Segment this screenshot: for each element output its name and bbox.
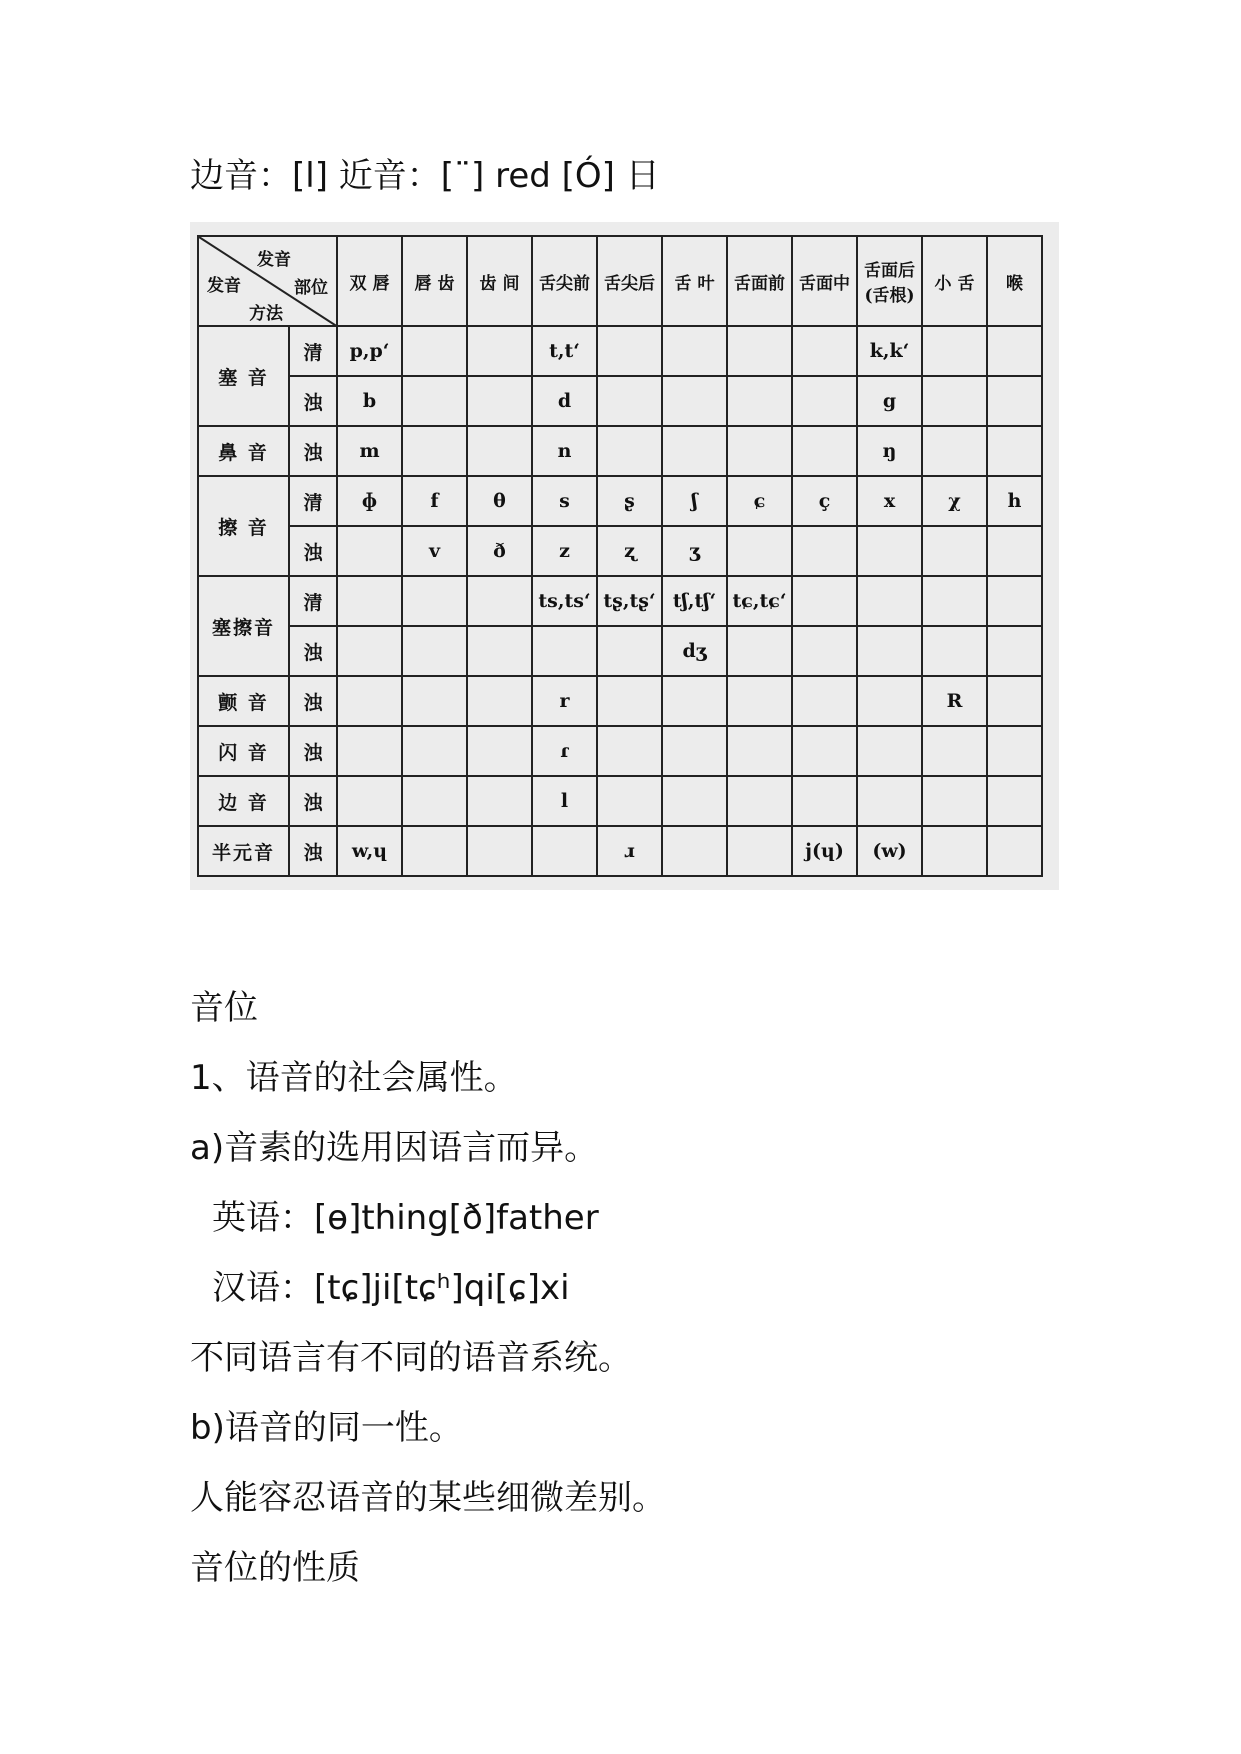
phone-cell: m: [337, 426, 402, 476]
phone-cell: [922, 626, 987, 676]
phone-cell: [337, 626, 402, 676]
phone-cell: [337, 676, 402, 726]
phone-cell: [987, 776, 1042, 826]
phone-cell: [857, 776, 922, 826]
phone-cell: [467, 726, 532, 776]
phone-cell: [792, 576, 857, 626]
phone-cell: [727, 376, 792, 426]
table-corner-header: [198, 236, 337, 326]
corner-label-mid-left: 发音: [207, 276, 241, 296]
phone-cell: R: [922, 676, 987, 726]
phone-cell: [337, 776, 402, 826]
phone-cell: tʂ,tʂʻ: [597, 576, 662, 626]
phone-cell: [402, 326, 467, 376]
phone-cell: [792, 376, 857, 426]
phone-cell: [987, 726, 1042, 776]
phone-cell: [987, 676, 1042, 726]
phone-cell: (w): [857, 826, 922, 876]
column-header: 舌面中: [792, 236, 857, 326]
column-header: 舌尖后: [597, 236, 662, 326]
text-line-phoneme: 音位: [190, 988, 258, 1028]
phone-cell: [727, 426, 792, 476]
table-row: [198, 576, 1042, 626]
header-line: 边音：[l] 近音：[¨] red [Ó] 日: [190, 156, 660, 196]
phone-cell: [792, 426, 857, 476]
phone-cell: [727, 626, 792, 676]
phone-cell: ʒ: [662, 526, 727, 576]
table-row: [198, 426, 1042, 476]
text-line-phoneme-nature: 音位的性质: [190, 1548, 360, 1588]
manner-label: 半元音: [198, 826, 289, 876]
phone-cell: [402, 376, 467, 426]
phone-cell: ʂ: [597, 476, 662, 526]
phone-cell: j(ɥ): [792, 826, 857, 876]
phone-cell: [467, 326, 532, 376]
table-row: [198, 676, 1042, 726]
phone-cell: θ: [467, 476, 532, 526]
phone-cell: [467, 626, 532, 676]
phone-cell: p,pʻ: [337, 326, 402, 376]
column-header: 舌面前: [727, 236, 792, 326]
phone-cell: b: [337, 376, 402, 426]
phone-cell: [857, 576, 922, 626]
phone-cell: ɹ: [597, 826, 662, 876]
manner-label: 鼻 音: [198, 426, 289, 476]
phone-cell: s: [532, 476, 597, 526]
phone-cell: [792, 326, 857, 376]
phone-cell: [987, 326, 1042, 376]
phone-cell: [857, 626, 922, 676]
table-row: [198, 826, 1042, 876]
column-header: 小 舌: [922, 236, 987, 326]
phone-cell: [467, 376, 532, 426]
phone-cell: [597, 726, 662, 776]
phone-cell: [987, 526, 1042, 576]
phone-cell: [857, 676, 922, 726]
phone-cell: [987, 626, 1042, 676]
phone-cell: ð: [467, 526, 532, 576]
phone-cell: f: [402, 476, 467, 526]
manner-label: 闪 音: [198, 726, 289, 776]
column-header: 齿 间: [467, 236, 532, 326]
phone-cell: [337, 526, 402, 576]
phone-cell: [922, 376, 987, 426]
phone-cell: [597, 676, 662, 726]
phone-cell: [597, 626, 662, 676]
phone-cell: [987, 826, 1042, 876]
phone-cell: [662, 376, 727, 426]
phone-cell: [662, 326, 727, 376]
phone-cell: [597, 426, 662, 476]
voicing-label: 浊: [289, 776, 337, 826]
phone-cell: [467, 676, 532, 726]
table-row: [198, 776, 1042, 826]
phone-cell: z: [532, 526, 597, 576]
phone-cell: [662, 676, 727, 726]
phone-cell: [337, 726, 402, 776]
voicing-label: 清: [289, 476, 337, 526]
voicing-label: 清: [289, 576, 337, 626]
phone-cell: [987, 376, 1042, 426]
phone-cell: [792, 726, 857, 776]
column-header: 双 唇: [337, 236, 402, 326]
column-header: 舌尖前: [532, 236, 597, 326]
phone-cell: [662, 726, 727, 776]
phone-cell: l: [532, 776, 597, 826]
phone-cell: [402, 626, 467, 676]
phone-cell: tɕ,tɕʻ: [727, 576, 792, 626]
consonant-chart: [190, 222, 1059, 890]
corner-label-top: 发音: [257, 250, 291, 270]
phone-cell: [597, 776, 662, 826]
voicing-label: 浊: [289, 626, 337, 676]
phone-cell: v: [402, 526, 467, 576]
consonant-table: [197, 235, 1043, 877]
phone-cell: [402, 726, 467, 776]
corner-label-mid-right: 部位: [294, 278, 328, 298]
table-row: [198, 376, 1042, 426]
phone-cell: [727, 526, 792, 576]
phone-cell: ç: [792, 476, 857, 526]
phone-cell: χ: [922, 476, 987, 526]
phone-cell: [532, 626, 597, 676]
phone-cell: [662, 776, 727, 826]
voicing-label: 清: [289, 326, 337, 376]
text-line-tolerance: 人能容忍语音的某些细微差别。: [190, 1478, 666, 1518]
phone-cell: [857, 526, 922, 576]
phone-cell: ɕ: [727, 476, 792, 526]
phone-cell: [987, 426, 1042, 476]
phone-cell: [922, 576, 987, 626]
text-line-sound-system: 不同语言有不同的语音系统。: [190, 1338, 632, 1378]
phone-cell: tʃ,tʃʻ: [662, 576, 727, 626]
phone-cell: ʐ: [597, 526, 662, 576]
text-line-identity: b)语音的同一性。: [190, 1408, 463, 1448]
phone-cell: ts,tsʻ: [532, 576, 597, 626]
text-line-chinese: 汉语：[tɕ]ji[tɕʰ]qi[ɕ]xi: [212, 1268, 570, 1308]
column-header: 喉: [987, 236, 1042, 326]
phone-cell: [467, 826, 532, 876]
phone-cell: r: [532, 676, 597, 726]
phone-cell: ŋ: [857, 426, 922, 476]
phone-cell: [402, 826, 467, 876]
manner-label: 颤 音: [198, 676, 289, 726]
voicing-label: 浊: [289, 676, 337, 726]
table-row: [198, 526, 1042, 576]
phone-cell: [597, 376, 662, 426]
phone-cell: [922, 826, 987, 876]
text-line-social-attribute: 1、语音的社会属性。: [190, 1058, 518, 1098]
column-header: 舌 叶: [662, 236, 727, 326]
voicing-label: 浊: [289, 826, 337, 876]
phone-cell: ʃ: [662, 476, 727, 526]
phone-cell: [532, 826, 597, 876]
column-header: 舌面后 (舌根): [857, 236, 922, 326]
phone-cell: ɾ: [532, 726, 597, 776]
voicing-label: 浊: [289, 426, 337, 476]
phone-cell: x: [857, 476, 922, 526]
phone-cell: [597, 326, 662, 376]
phone-cell: [922, 726, 987, 776]
phone-cell: [727, 326, 792, 376]
phone-cell: [727, 776, 792, 826]
phone-cell: [402, 576, 467, 626]
corner-label-bottom: 方法: [249, 304, 283, 324]
manner-label: 塞擦音: [198, 576, 289, 676]
phone-cell: [727, 726, 792, 776]
phone-cell: k,kʻ: [857, 326, 922, 376]
table-row: [198, 326, 1042, 376]
phone-cell: [922, 776, 987, 826]
voicing-label: 浊: [289, 376, 337, 426]
phone-cell: [402, 676, 467, 726]
table-row: [198, 726, 1042, 776]
voicing-label: 浊: [289, 526, 337, 576]
phone-cell: [467, 776, 532, 826]
phone-cell: [922, 426, 987, 476]
phone-cell: [792, 776, 857, 826]
table-row: [198, 476, 1042, 526]
voicing-label: 浊: [289, 726, 337, 776]
phone-cell: h: [987, 476, 1042, 526]
manner-label: 擦 音: [198, 476, 289, 576]
phone-cell: [467, 576, 532, 626]
phone-cell: n: [532, 426, 597, 476]
phone-cell: [467, 426, 532, 476]
phone-cell: d: [532, 376, 597, 426]
phone-cell: [727, 676, 792, 726]
phone-cell: dʒ: [662, 626, 727, 676]
phone-cell: [857, 726, 922, 776]
manner-label: 塞 音: [198, 326, 289, 426]
phone-cell: [792, 676, 857, 726]
text-line-english: 英语：[ɵ]thing[ð]father: [212, 1198, 599, 1238]
table-row: [198, 626, 1042, 676]
phone-cell: w,ɥ: [337, 826, 402, 876]
phone-cell: [662, 426, 727, 476]
phone-cell: g: [857, 376, 922, 426]
phone-cell: [792, 626, 857, 676]
phone-cell: t,tʻ: [532, 326, 597, 376]
phone-cell: [337, 576, 402, 626]
phone-cell: ɸ: [337, 476, 402, 526]
phone-cell: [922, 526, 987, 576]
phone-cell: [727, 826, 792, 876]
column-header: 唇 齿: [402, 236, 467, 326]
phone-cell: [987, 576, 1042, 626]
phone-cell: [792, 526, 857, 576]
phone-cell: [662, 826, 727, 876]
manner-label: 边 音: [198, 776, 289, 826]
phone-cell: [402, 776, 467, 826]
phone-cell: [402, 426, 467, 476]
phone-cell: [922, 326, 987, 376]
text-line-phone-selection: a)音素的选用因语言而异。: [190, 1128, 599, 1168]
